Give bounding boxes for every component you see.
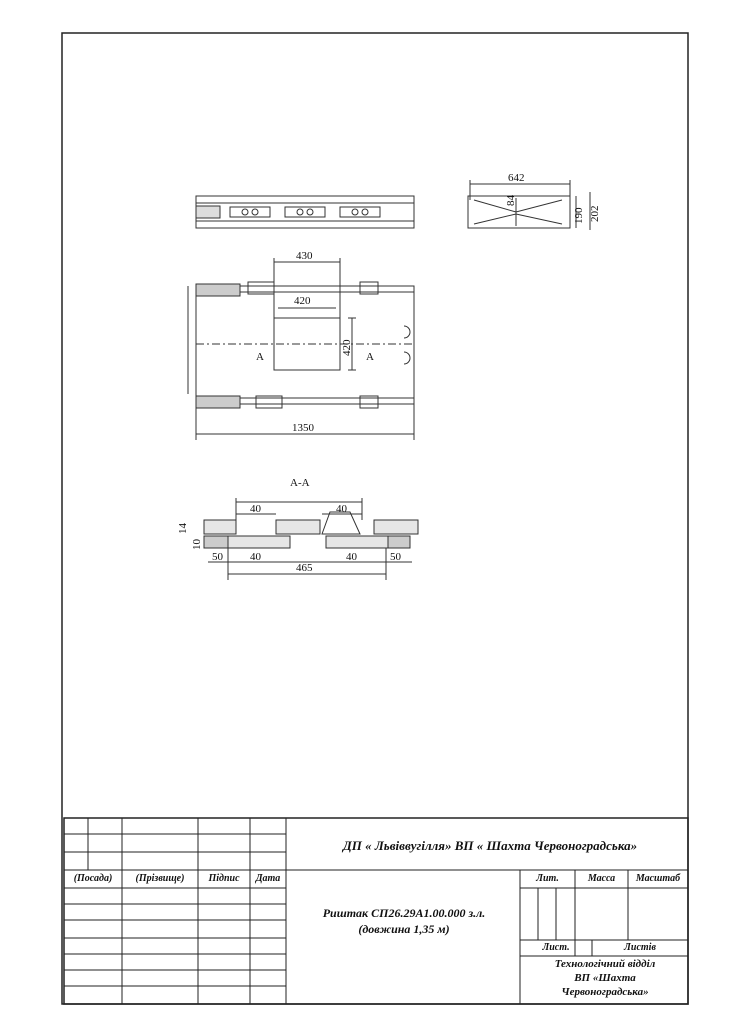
section-title: A-A: [290, 477, 310, 489]
mass-label: Масса: [587, 873, 616, 884]
dim-40-a: 40: [250, 503, 261, 515]
dim-642: 642: [508, 172, 525, 184]
dim-202: 202: [589, 205, 601, 222]
dim-40-d: 40: [346, 551, 357, 563]
marker-a-right: A: [366, 351, 374, 363]
dim-420-side: 420: [341, 339, 353, 356]
col-position: (Посада): [73, 873, 113, 884]
dim-14: 14: [177, 523, 189, 534]
end-view: [468, 180, 590, 230]
organization-title: ДП « Львіввугілля» ВП « Шахта Червоноградська»: [342, 838, 638, 853]
dim-50-left: 50: [212, 551, 223, 563]
dim-10: 10: [191, 539, 203, 550]
side-view: [196, 196, 414, 228]
drawing-frame: [62, 33, 688, 1004]
dim-84: 84: [505, 195, 517, 206]
dept-line2: ВП «Шахта: [574, 972, 636, 984]
dept-line3: Червоноградська»: [561, 986, 649, 998]
dim-1350: 1350: [292, 422, 314, 434]
col-date: Дата: [255, 873, 281, 884]
plan-view: [188, 258, 414, 440]
marker-a-left: A: [256, 351, 264, 363]
col-surname: (Прізвище): [135, 873, 185, 884]
dept-line1: Технологічний відділ: [554, 958, 656, 970]
dim-190: 190: [573, 207, 585, 224]
dim-40-b: 40: [336, 503, 347, 515]
col-signature: Підпис: [208, 873, 240, 884]
sheets-label: Листів: [624, 942, 656, 953]
doc-name-line1: Риштак СП26.29А1.00.000 з.л.: [322, 906, 486, 920]
dim-40-c: 40: [250, 551, 261, 563]
lit-label: Лит.: [536, 873, 559, 884]
scale-label: Масштаб: [635, 873, 681, 884]
sheet-label: Лист.: [542, 942, 570, 953]
dim-50-right: 50: [390, 551, 401, 563]
doc-name-line2: (довжина 1,35 м): [358, 922, 450, 936]
dim-420-top: 420: [294, 295, 311, 307]
dim-465: 465: [296, 562, 313, 574]
dim-430: 430: [296, 250, 313, 262]
